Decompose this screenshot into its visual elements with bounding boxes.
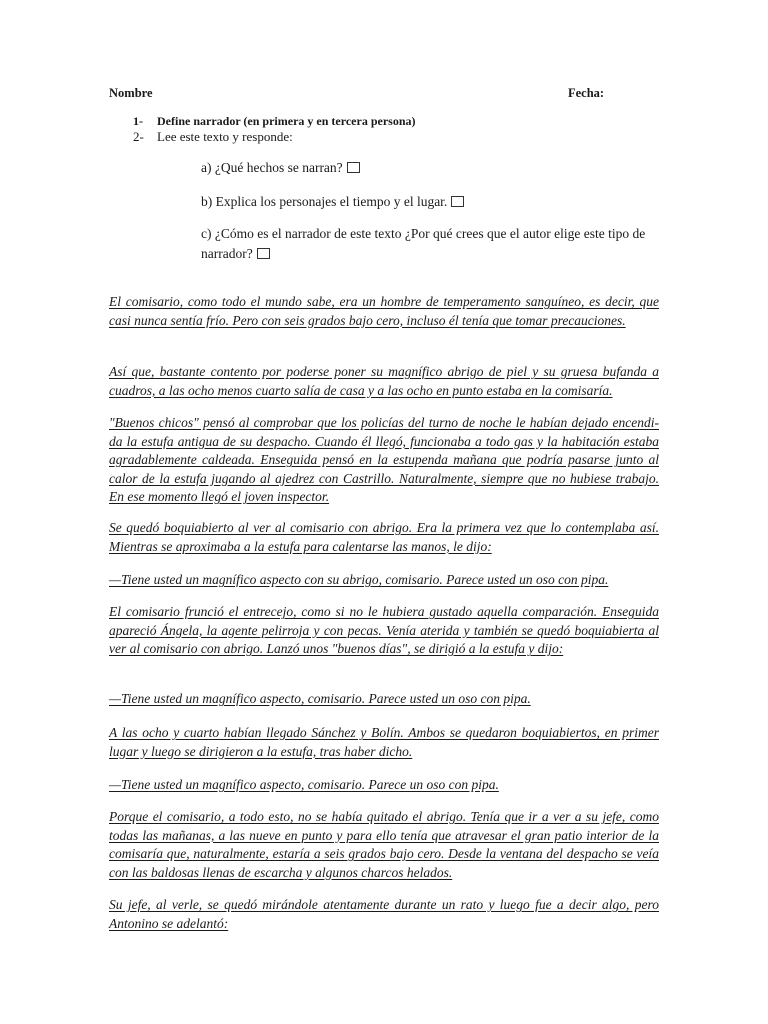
question-2-text: Lee este texto y responde:	[157, 129, 293, 144]
question-2-number: 2-	[133, 129, 144, 144]
subquestion-b	[201, 192, 661, 212]
question-1-number: 1-	[133, 114, 143, 128]
story-paragraph: Su jefe, al verle, se quedó mirándole atentamente durante un rato y luego fue a decir algo, pero Antonino se adelantó:	[109, 897, 659, 931]
subquestion-b-text: b) Explica los personajes el tiempo y el lugar.	[201, 194, 448, 209]
story-paragraph: Porque el comisario, a todo esto, no se había quitado el abrigo. Tenía que ir a ver a su jefe, como todas las mañanas, a las nueve en punto y para ello tenía que atravesar el gran patio interior de la comisaría que, naturalmente, estaría a seis grados bajo cero. Desde la ventana del despacho se veía con las baldosas llenas de escarcha y algunos charcos helados.	[109, 809, 659, 880]
story-paragraph: El comisario frunció el entrecejo, como si no le hubiera gustado aquella comparación. Enseguida apareció Ángela, la agente pelirroja y con pecas. Venía aterida y también se quedó boquiabierta al ver al comisario con abrigo. Lanzó unos "buenos días", se dirigió a la estufa y dijo:	[109, 604, 659, 656]
story-paragraph: Se quedó boquiabierto al ver al comisario con abrigo. Era la primera vez que lo contemplaba así. Mientras se aproximaba a la estufa para calentarse las manos, le dijo:	[109, 520, 659, 554]
placeholder-box-icon	[451, 196, 464, 207]
question-2	[133, 129, 293, 145]
nombre-label: Nombre	[109, 86, 153, 100]
story-paragraph: Así que, bastante contento por poderse poner su magnífico abrigo de piel y su gruesa bufanda a cuadros, a las ocho menos cuarto salía de casa y a las ocho en punto estaba en la comisaría.	[109, 364, 659, 398]
question-1	[133, 114, 416, 129]
subquestion-c	[201, 224, 661, 264]
subquestion-a-text: a) ¿Qué hechos se narran?	[201, 160, 343, 175]
dialogue-line: —Tiene usted un magnífico aspecto con su abrigo, comisario. Parece usted un oso con pipa.	[109, 572, 609, 587]
story-paragraph: A las ocho y cuarto habían llegado Sánchez y Bolín. Ambos se quedaron boquiabiertos, en primer lugar y luego se dirigieron a la estufa, tras haber dicho.	[109, 725, 659, 759]
dialogue-line: —Tiene usted un magnífico aspecto, comisario. Parece un oso con pipa.	[109, 777, 499, 792]
placeholder-box-icon	[347, 162, 360, 173]
header-row	[109, 86, 609, 101]
subquestion-a	[201, 158, 661, 178]
fecha-label: Fecha:	[568, 86, 605, 100]
story-paragraph: "Buenos chicos" pensó al comprobar que los policías del turno de noche le habían dejado encendi- da la estufa antigua de su despacho. Cuando él llegó, funcionaba a todo gas y la habitación estaba agradablemente caldeada. Enseguida pensó en la estupenda mañana que podría pasarse junto al calor de la estufa jugando al ajedrez con Castrillo. Naturalmente, siempre que no hubiese trabajo. En ese momento llegó el joven inspector.	[109, 415, 659, 504]
subquestion-c-text: c) ¿Cómo es el narrador de este texto ¿Por qué crees que el autor elige este tipo de narrador?	[201, 226, 646, 261]
dialogue-line: —Tiene usted un magnífico aspecto, comisario. Parece usted un oso con pipa.	[109, 691, 531, 706]
story-paragraph: El comisario, como todo el mundo sabe, era un hombre de temperamento sanguíneo, es decir, que casi nunca sentía frío. Pero con seis grados bajo cero, incluso él tenía que tomar precauciones.	[109, 294, 659, 328]
placeholder-box-icon	[257, 248, 270, 259]
question-1-text: Define narrador (en primera y en tercera persona)	[157, 114, 416, 128]
